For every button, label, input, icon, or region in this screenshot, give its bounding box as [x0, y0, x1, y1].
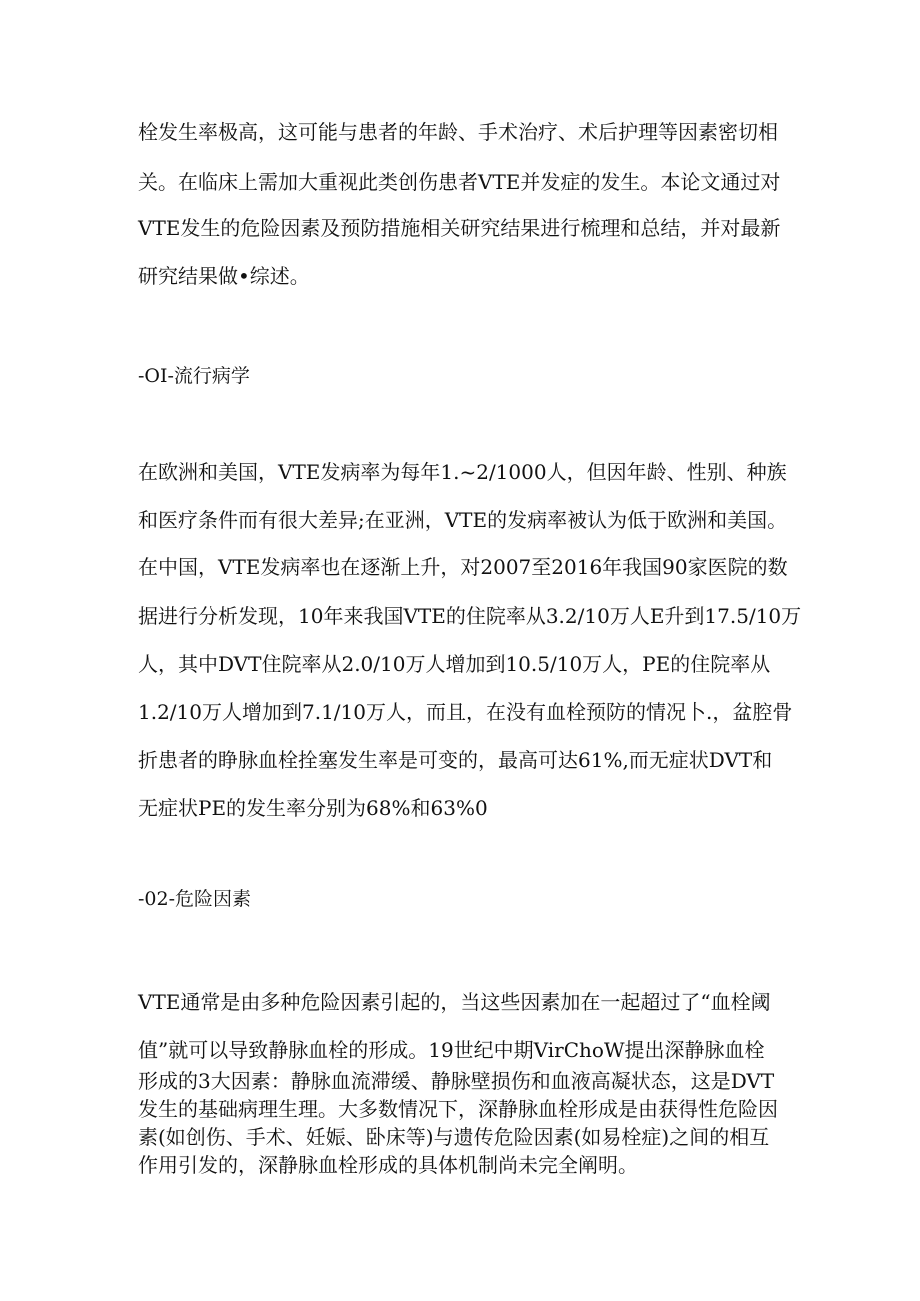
section-01-line-2: 和医疗条件而有很大差异;在亚洲，VTE的发病率被认为低于欧洲和美国。: [138, 508, 788, 532]
section-01-line-7: 折患者的睁脉血栓拴塞发生率是可变的，最高可达61%,而无症状DVT和: [138, 748, 773, 772]
intro-line-3: VTE发生的危险因素及预防措施相关研究结果进行梳理和总结，并对最新: [138, 216, 781, 240]
section-02-line-5: 素(如创伤、手术、妊娠、卧床等)与遗传危险因素(如易栓症)之间的相互: [138, 1125, 770, 1149]
section-01-line-5: 人，其中DVT住院率从2.0/10万人增加到10.5/10万人，PE的住院率从: [138, 652, 771, 676]
section-01-line-3: 在中国，VTE发病率也在逐渐上升，对2007至2016年我国90家医院的数: [138, 555, 788, 579]
section-01-heading: -OI-流行病学: [138, 365, 250, 387]
section-02-line-4: 发生的基础病理生理。大多数情况下，深静脉血栓形成是由获得性危险因: [138, 1097, 778, 1121]
intro-line-4: 研究结果做•综述。: [138, 264, 310, 288]
section-02-line-2: 值”就可以导致静脉血栓的形成。19世纪中期VirChoW提出深静脉血栓: [138, 1038, 765, 1062]
section-01-line-4: 据进行分析发现，10年来我国VTE的住院率从3.2/10万人E升到17.5/10万: [138, 604, 802, 628]
section-02-line-3: 形成的3大因素：静脉血流滞缓、静脉壁损伤和血液高凝状态，这是DVT: [138, 1069, 775, 1093]
section-01-line-1: 在欧洲和美国，VTE发病率为每年1.~2/1000人，但因年龄、性别、种族: [138, 460, 787, 484]
intro-line-2: 关。在临床上需加大重视此类创伤患者VTE并发症的发生。本论文通过对: [138, 170, 781, 194]
intro-line-1: 栓发生率极高，这可能与患者的年龄、手术治疗、术后护理等因素密切相: [138, 120, 778, 144]
section-02-heading: -02-危险因素: [138, 888, 252, 910]
section-01-line-6: 1.2/10万人增加到7.1/10万人，而且，在没有血栓预防的情况卜.，盆腔骨: [138, 700, 793, 724]
section-02-line-6: 作用引发的，深静脉血栓形成的具体机制尚未完全阐明。: [138, 1153, 638, 1177]
section-01-line-8: 无症状PE的发生率分别为68%和63%0: [138, 796, 488, 820]
section-02-line-1: VTE通常是由多种危险因素引起的，当这些因素加在一起超过了“血栓阈: [138, 990, 771, 1014]
